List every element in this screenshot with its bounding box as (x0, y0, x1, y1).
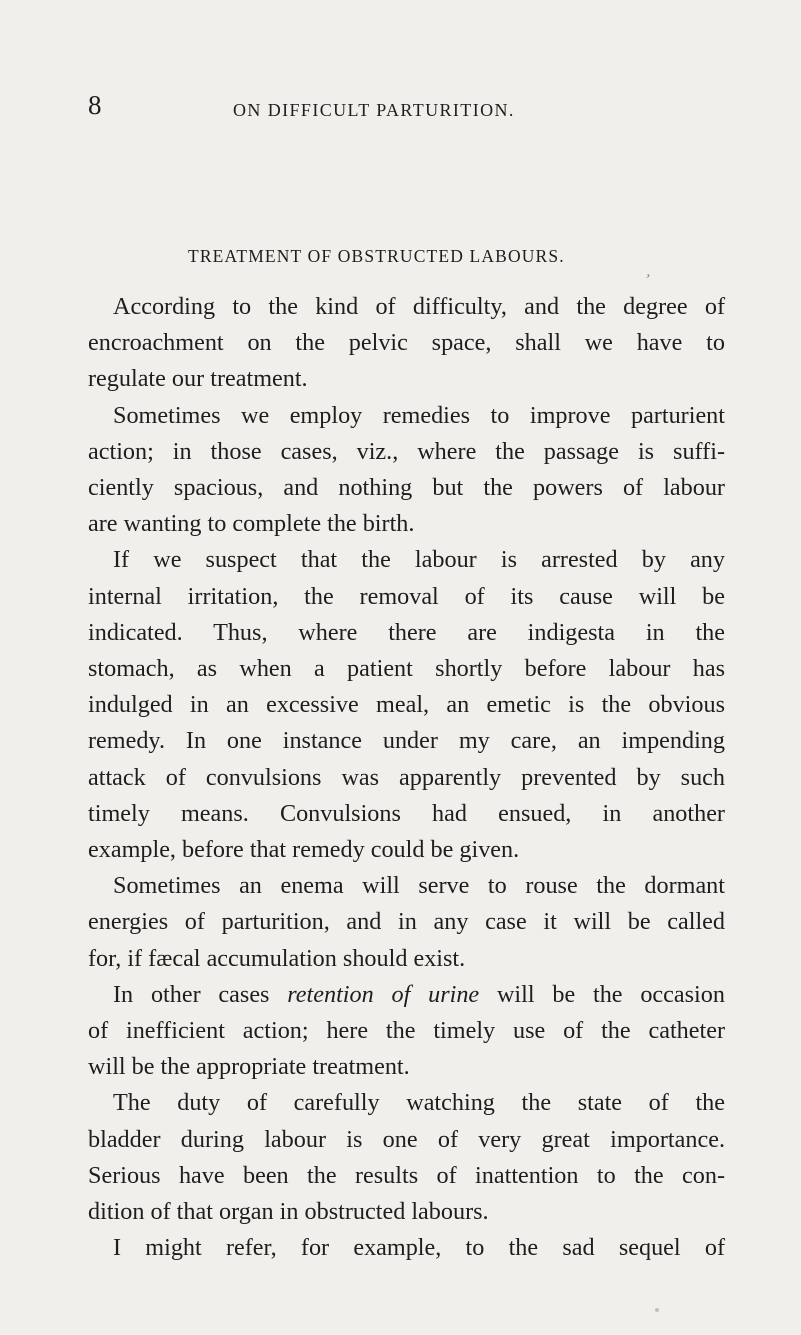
text-line: According to the kind of difficulty, and the degree of (113, 293, 725, 320)
text-line: If we suspect that the labour is arrested by any (113, 546, 725, 574)
text-line: The duty of carefully watching the state of the (113, 1089, 725, 1117)
stray-ink-mark: , (645, 262, 653, 281)
paragraph-3 (88, 542, 725, 868)
text-line: ciently spacious, and nothing but the powers of labour (88, 474, 725, 502)
paragraph-1 (88, 289, 725, 398)
page-number: 8 (88, 90, 102, 120)
section-title: TREATMENT OF OBSTRUCTED LABOURS. (188, 246, 565, 266)
body-text (88, 289, 725, 1266)
text-line: encroachment on the pelvic space, shall we have to (88, 329, 725, 357)
paragraph-7 (88, 1230, 725, 1266)
text-run: will be the occasion (479, 980, 725, 1008)
text-line: attack of convulsions was apparently prevented by such (88, 763, 725, 791)
text-line: timely means. Convulsions had ensued, in another (88, 799, 725, 827)
text-line: bladder during labour is one of very great importance. (88, 1125, 725, 1153)
text-run: In other cases (113, 980, 288, 1008)
text-line: will be the appropriate treatment. (88, 1053, 410, 1081)
text-line: action; in those cases, viz., where the passage is suffi- (88, 437, 725, 465)
text-line (88, 977, 725, 1013)
italic-phrase: retention of urine (287, 980, 480, 1008)
running-head-title: ON DIFFICULT PARTURITION. (233, 100, 515, 120)
text-line: I might refer, for example, to the sad sequel of (113, 1234, 725, 1262)
paragraph-2 (88, 398, 725, 543)
text-line: energies of parturition, and in any case it will be called (88, 908, 725, 936)
text-line: regulate our treatment. (88, 365, 308, 393)
text-line: dition of that organ in obstructed labours. (88, 1198, 489, 1226)
stray-ink-dot (655, 1308, 659, 1312)
text-line: internal irritation, the removal of its cause will be (88, 582, 725, 610)
text-line: Serious have been the results of inattention to the con- (88, 1161, 725, 1189)
text-line: example, before that remedy could be given. (88, 836, 520, 864)
text-line: indicated. Thus, where there are indigesta in the (88, 618, 725, 646)
text-line: Sometimes we employ remedies to improve parturient (113, 401, 725, 429)
text-line: Sometimes an enema will serve to rouse the dormant (113, 872, 725, 900)
text-line: indulged in an excessive meal, an emetic is the obvious (88, 691, 725, 719)
text-line: are wanting to complete the birth. (88, 510, 415, 538)
paragraph-5 (88, 977, 725, 1086)
running-head (0, 88, 801, 128)
paragraph-4 (88, 868, 725, 977)
text-line: remedy. In one instance under my care, an impending (88, 727, 725, 755)
text-line: of inefficient action; here the timely use of the catheter (88, 1017, 725, 1045)
text-line: for, if fæcal accumulation should exist. (88, 944, 466, 972)
text-line: stomach, as when a patient shortly before labour has (88, 655, 725, 683)
paragraph-6 (88, 1085, 725, 1230)
